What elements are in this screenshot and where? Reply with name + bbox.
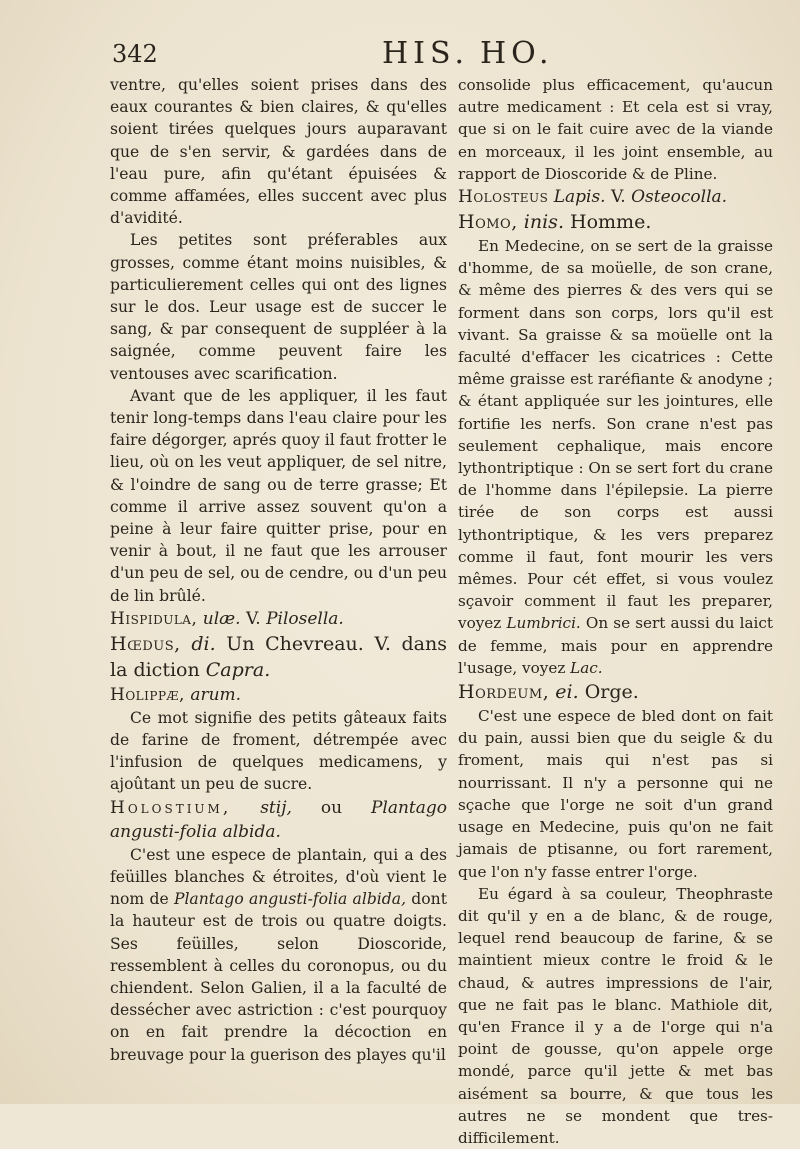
paragraph-text: dont la hauteur est de trois ou quatre doigts. Ses feüilles, selon Dioscoride, ressemblent à celles du coronopus, ou du chiendent. Selon Galien, il a la faculté de dessécher avec astriction : c'est pourquoy on en fait prendre la décoction en breuvage pour la guerison des playes qu'il [110, 890, 447, 1064]
left-column [110, 74, 447, 1066]
genitive: arum. [190, 684, 242, 705]
dictionary-entry-heading [458, 185, 773, 209]
headword: Hordeum, [458, 681, 550, 704]
cross-reference: Plantago angusti-folia albida. [110, 797, 448, 842]
cross-reference: Lumbrici. [506, 614, 581, 633]
paragraph: Les petites sont préferables aux grosses, comme étant moins nuisibles, & particulierement celles qui ont des lignes sur le dos. Leur usage est de succer le sang, & par consequent de suppléer à la saignée, comme peuvent faire les ventouses avec scarification. [110, 231, 447, 383]
cross-reference: Pilosella. [266, 608, 344, 629]
dictionary-entry-heading [458, 209, 773, 235]
paragraph: ventre, qu'elles soient prises dans des eaux courantes & bien claires, & qu'elles soient tirées quelques jours auparavant que de s'en servir, & gardées dans de l'eau pure, afin qu'étant épuisées & comme affamées, elles succent avec plus d'avidité. [110, 76, 447, 228]
dictionary-entry-heading [110, 631, 447, 683]
headword: Hispidula, [110, 608, 198, 629]
entry-text: V. [610, 187, 626, 208]
running-head [112, 34, 772, 70]
dictionary-entry-heading [458, 679, 773, 705]
paragraph: consolide plus efficacement, qu'aucun autre medicament : Et cela est si vray, que si on le fait cuire avec de la viande en morceaux, il les joint ensemble, au rapport de Dioscoride & de Pline. [458, 76, 773, 183]
genitive: inis. [523, 211, 564, 234]
right-column [458, 74, 773, 1149]
genitive: stij, [260, 797, 292, 818]
entry-text: Orge. [584, 681, 639, 704]
paragraph [110, 844, 447, 1066]
paragraph: C'est une espece de bled dont on fait du pain, aussi bien que du seigle & du froment, mais qui n'est pas si nourrissant. Il n'y a personne qui ne sçache que l'orge ne soit d'un grand usage en Medecine, puis qu'on ne fait jamais de ptisanne, ou fort rarement, que l'on n'y fasse entrer l'orge. [458, 707, 773, 881]
running-title-left: HIS. [382, 36, 470, 71]
genitive: Lapis. [553, 187, 606, 208]
paragraph: Ce mot signifie des petits gâteaux faits de farine de froment, détrempée avec l'infusion de quelques medicamens, y ajoûtant un peu de sucre. [110, 708, 447, 794]
latin-name: Plantago angusti-folia albida, [173, 890, 407, 909]
cross-reference: Capra. [205, 658, 271, 681]
entry-text: V. [245, 608, 261, 629]
paragraph-text: On se sert aussi du laict de femme, mais pour en apprendre l'usage, voyez [458, 614, 774, 677]
paragraph-text: C'est une espece de plantain, qui a des feüilles blanches & étroites, d'où vient le nom de [110, 845, 447, 909]
entry-text: ou [320, 797, 343, 818]
cross-reference: Lac. [570, 658, 603, 677]
headword: Holostium, [110, 797, 232, 818]
headword: Holosteus [458, 187, 549, 208]
headword: Holippæ, [110, 684, 185, 705]
running-title-right: HO. [480, 36, 554, 71]
page-number: 342 [112, 40, 158, 68]
genitive: ei. [555, 681, 579, 704]
entry-text: Un Chevreau. V. dans la diction [110, 632, 447, 681]
dictionary-entry-heading [110, 796, 447, 844]
dictionary-entry-heading [110, 607, 447, 631]
genitive: di. [191, 632, 216, 655]
paragraph-text: En Medecine, on se sert de la graisse d'homme, de sa moüelle, de son crane, & même des pierres & des vers qui se forment dans son corps, lors qu'il est vivant. Sa graisse & sa moüelle ont la faculté d'effacer les cicatrices : Cette même graisse est raréfiante & anodyne ; & étant appliquée sur les jointures, elle fortifie les nerfs. Son crane n'est pas seulement cephalique, mais encore lythontriptique : On se sert fort du crane de l'homme dans l'épilepsie. La pierre tirée de son corps est aussi lythontriptique, & les vers preparez comme il faut, font mourir les vers mêmes. Pour cét effet, si vous voulez sçavoir comment il faut les preparer, voyez [458, 237, 773, 633]
paragraph [458, 235, 773, 679]
headword: Hœdus, [110, 632, 181, 655]
dictionary-entry-heading [110, 683, 447, 707]
paragraph: Eu égard à sa couleur, Theophraste dit qu'il y en a de blanc, & de rouge, lequel rend beaucoup de farine, & se maintient mieux contre le froid & le chaud, & autres impressions de l'air, que ne fait pas le blanc. Mathiole dit, qu'en France il y a de l'orge qui n'a point de gousse, qu'on appele orge mondé, parce qu'il jette & met bas aisément sa bourre, & que tous les autres ne se mondent que tres-difficilement. [458, 884, 773, 1147]
entry-text: Homme. [570, 211, 652, 234]
paragraph: Avant que de les appliquer, il les faut tenir long-temps dans l'eau claire pour les faire dégorger, aprés quoy il faut frotter le lieu, où on les veut appliquer, de sel nitre, & l'oindre de sang ou de terre grasse; Et comme il arrive assez souvent qu'on a peine à leur faire quitter prise, pour en venir à bout, il ne faut que les arrouser d'un peu de sel, ou de cendre, ou d'un peu de lin brûlé. [110, 386, 447, 605]
cross-reference: Osteocolla. [631, 187, 728, 208]
headword: Homo, [458, 211, 518, 234]
genitive: ulæ. [202, 608, 241, 629]
